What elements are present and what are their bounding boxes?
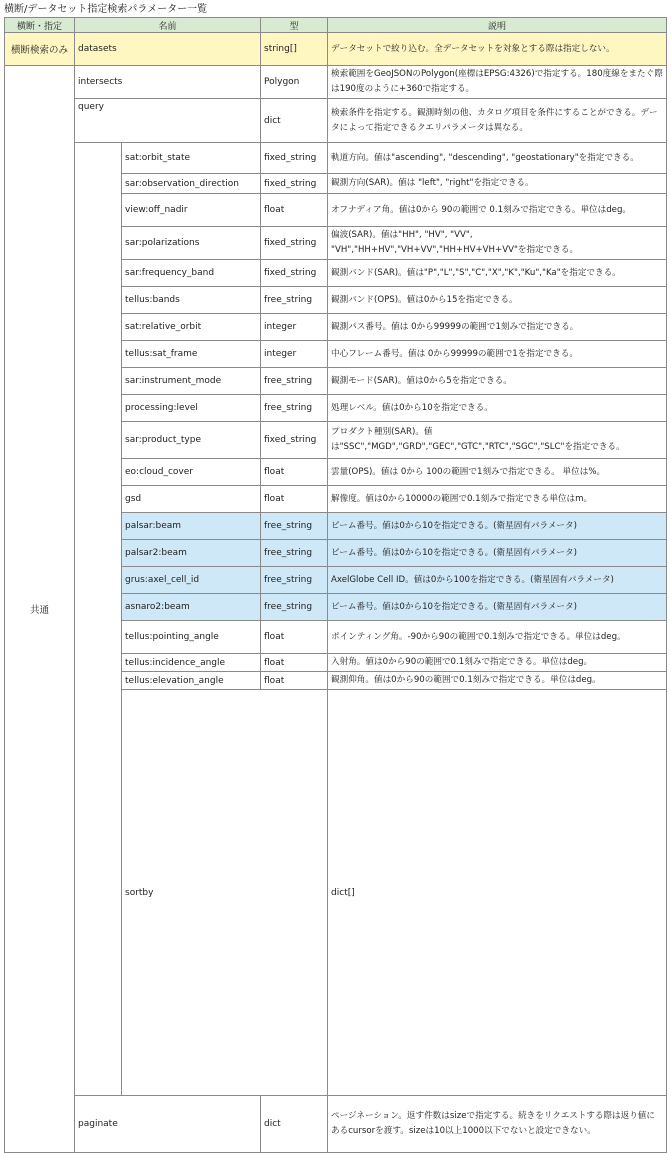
- param-name: tellus:pointing_angle: [122, 621, 261, 654]
- param-type: free_string: [261, 567, 328, 594]
- page-title: 横断/データセット指定検索パラメーター一覧: [4, 4, 208, 15]
- param-description: 観測バンド(OPS)。値は0から15を指定できる。: [328, 287, 667, 314]
- param-name: processing:level: [122, 395, 261, 422]
- param-description: AxelGlobe Cell ID。値は0から100を指定できる。(衛星固有パラメータ): [328, 567, 667, 594]
- header-description: 説明: [328, 18, 667, 33]
- param-name: grus:axel_cell_id: [122, 567, 261, 594]
- param-description: 偏波(SAR)。値は"HH", "HV", "VV", "VH","HH+HV","VH+VV","HH+HV+VH+VV"を指定できる。: [328, 227, 667, 260]
- param-description: 雲量(OPS)。値は 0から 100の範囲で1刻みで指定できる。 単位は%。: [328, 459, 667, 486]
- param-type: fixed_string: [261, 227, 328, 260]
- parameter-table: [4, 17, 667, 1153]
- param-name: sat:orbit_state: [122, 143, 261, 174]
- param-description: オフナディア角。値は0から 90の範囲で 0.1刻みで指定できる。単位はdeg。: [328, 194, 667, 227]
- param-name: tellus:sat_frame: [122, 341, 261, 368]
- table-row: [5, 143, 667, 174]
- header-name: 名前: [75, 18, 261, 33]
- param-type: float: [261, 654, 328, 672]
- param-type: free_string: [261, 287, 328, 314]
- param-name: palsar2:beam: [122, 540, 261, 567]
- param-name: sar:polarizations: [122, 227, 261, 260]
- param-description: 入射角。値は0から90の範囲で0.1刻みで指定できる。単位はdeg。: [328, 654, 667, 672]
- param-name: sortby: [122, 690, 328, 1096]
- header-category: 横断・指定: [5, 18, 75, 33]
- query-indent: [75, 143, 122, 1096]
- param-description: 軌道方向。値は"ascending", "descending", "geostationary"を指定できる。: [328, 143, 667, 174]
- param-type: dict[]: [328, 690, 667, 1096]
- param-description: ビーム番号。値は0から10を指定できる。(衛星固有パラメータ): [328, 594, 667, 621]
- param-type: float: [261, 459, 328, 486]
- table-row: [5, 1096, 667, 1153]
- param-type: integer: [261, 341, 328, 368]
- param-description: 解像度。値は0から10000の範囲で0.1刻みで指定できる単位はm。: [328, 486, 667, 513]
- param-type: fixed_string: [261, 174, 328, 194]
- param-name: palsar:beam: [122, 513, 261, 540]
- param-type: fixed_string: [261, 143, 328, 174]
- param-type: float: [261, 194, 328, 227]
- param-description: ビーム番号。値は0から10を指定できる。(衛星固有パラメータ): [328, 540, 667, 567]
- param-name: query: [75, 99, 261, 143]
- param-description: 観測仰角。値は0から90の範囲で0.1刻みで指定できる。単位はdeg。: [328, 672, 667, 690]
- param-description: プロダクト種別(SAR)。値は"SSC","MGD","GRD","GEC","GTC","RTC","SGC","SLC"を指定できる。: [328, 422, 667, 459]
- param-type: free_string: [261, 395, 328, 422]
- param-name: paginate: [75, 1096, 261, 1153]
- param-type: free_string: [261, 540, 328, 567]
- param-description: データセットで絞り込む。全データセットを対象とする際は指定しない。: [328, 33, 667, 66]
- param-name: gsd: [122, 486, 261, 513]
- table-row: [5, 66, 667, 99]
- param-name: sar:instrument_mode: [122, 368, 261, 395]
- param-name: sar:frequency_band: [122, 260, 261, 287]
- param-name: datasets: [75, 33, 261, 66]
- param-type: float: [261, 672, 328, 690]
- param-name: tellus:bands: [122, 287, 261, 314]
- param-name: view:off_nadir: [122, 194, 261, 227]
- param-type: dict: [261, 99, 328, 143]
- param-description: 観測バンド(SAR)。値は"P","L","S","C","X","K","Ku","Ka"を指定できる。: [328, 260, 667, 287]
- param-description: ページネーション。返す件数はsizeで指定する。続きをリクエストする際は返り値にあるcursorを渡す。sizeは10以上1000以下でないと設定できない。: [328, 1096, 667, 1153]
- param-name: sar:product_type: [122, 422, 261, 459]
- category-common: 共通: [5, 66, 75, 1153]
- param-name: tellus:elevation_angle: [122, 672, 261, 690]
- param-name: sar:observation_direction: [122, 174, 261, 194]
- param-name: intersects: [75, 66, 261, 99]
- param-description: 中心フレーム番号。値は 0から99999の範囲で1を指定できる。: [328, 341, 667, 368]
- param-type: float: [261, 621, 328, 654]
- param-name: eo:cloud_cover: [122, 459, 261, 486]
- param-type: free_string: [261, 368, 328, 395]
- param-type: float: [261, 486, 328, 513]
- param-description: ポインティング角。-90から90の範囲で0.1刻みで指定できる。単位はdeg。: [328, 621, 667, 654]
- table-row: [5, 99, 667, 143]
- table-row: [5, 33, 667, 66]
- param-description: 検索範囲をGeoJSONのPolygon(座標はEPSG:4326)で指定する。180度線をまたぐ際は190度のように+360で指定する。: [328, 66, 667, 99]
- param-description: 検索条件を指定する。観測時刻の他、カタログ項目を条件にすることができる。データによって指定できるクエリパラメータは異なる。: [328, 99, 667, 143]
- param-name: sat:relative_orbit: [122, 314, 261, 341]
- param-name: tellus:incidence_angle: [122, 654, 261, 672]
- param-type: integer: [261, 314, 328, 341]
- param-type: free_string: [261, 594, 328, 621]
- param-description: 観測パス番号。値は 0から99999の範囲で1刻みで指定できる。: [328, 314, 667, 341]
- param-name: asnaro2:beam: [122, 594, 261, 621]
- param-description: 観測モード(SAR)。値は0から5を指定できる。: [328, 368, 667, 395]
- header-type: 型: [261, 18, 328, 33]
- param-type: fixed_string: [261, 260, 328, 287]
- param-type: Polygon: [261, 66, 328, 99]
- param-description: ビーム番号。値は0から10を指定できる。(衛星固有パラメータ): [328, 513, 667, 540]
- param-description: 観測方向(SAR)。値は "left", "right"を指定できる。: [328, 174, 667, 194]
- header-row: [5, 18, 667, 33]
- param-type: fixed_string: [261, 422, 328, 459]
- param-type: string[]: [261, 33, 328, 66]
- category-cross-only: 横断検索のみ: [5, 33, 75, 66]
- param-type: free_string: [261, 513, 328, 540]
- param-description: 処理レベル。値は0から10を指定できる。: [328, 395, 667, 422]
- param-type: dict: [261, 1096, 328, 1153]
